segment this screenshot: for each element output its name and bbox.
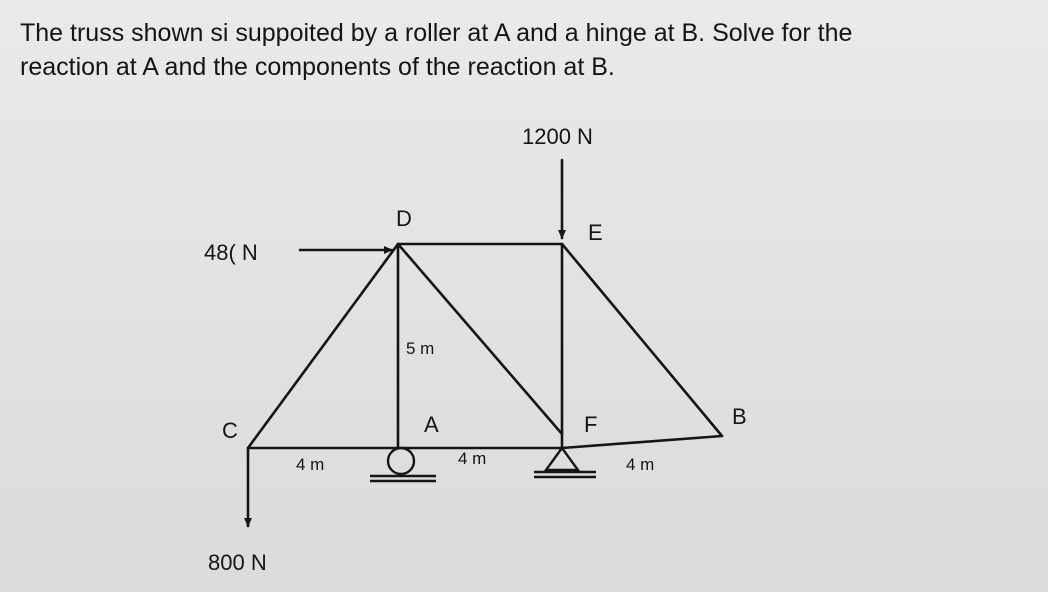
member-EB <box>562 244 722 436</box>
load-label-horizontal: 48( N <box>204 240 258 265</box>
node-label-E: E <box>588 220 603 245</box>
dim-label-FB: 4 m <box>626 455 655 474</box>
node-label-A: A <box>424 412 439 437</box>
roller-wheel <box>388 448 414 474</box>
node-label-C: C <box>222 418 238 443</box>
dim-label-AF: 4 m <box>458 449 487 468</box>
dim-label-CA: 4 m <box>296 455 325 474</box>
member-FB <box>562 436 722 448</box>
problem-line-1: The truss shown si suppoited by a roller at A and a hinge at B. Solve for the <box>20 19 853 47</box>
problem-line-2: reaction at A and the components of the reaction at B. <box>20 53 615 81</box>
load-label-1200: 1200 N <box>522 124 593 149</box>
member-CD <box>248 244 398 448</box>
hinge-support-F <box>534 448 596 477</box>
roller-support-A <box>370 448 436 481</box>
load-label-800: 800 N <box>208 550 267 575</box>
node-label-B: B <box>732 404 747 429</box>
node-label-F: F <box>584 412 598 437</box>
node-label-D: D <box>396 206 412 231</box>
hinge-triangle <box>546 448 578 470</box>
dim-label-height: 5 m <box>406 339 435 358</box>
